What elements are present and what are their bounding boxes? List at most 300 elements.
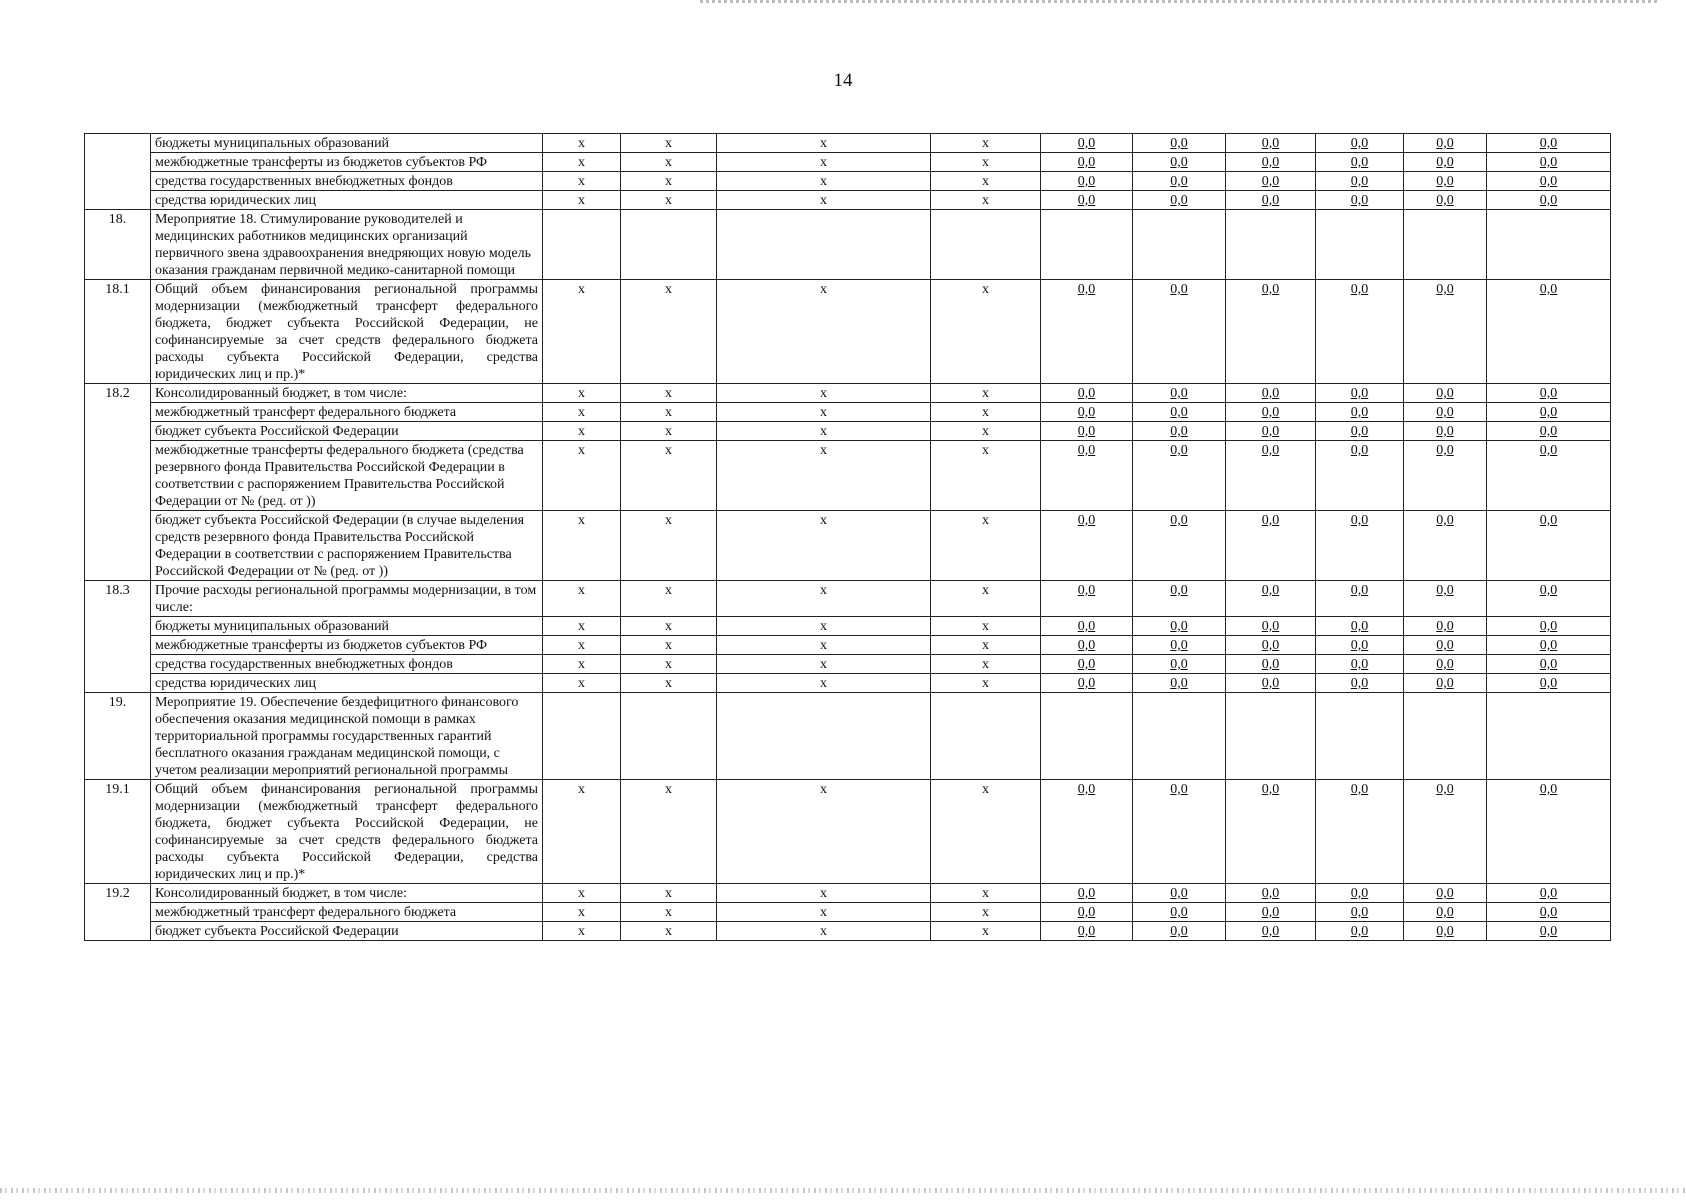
value-cell bbox=[1133, 210, 1226, 280]
x-mark-cell: x bbox=[717, 422, 931, 441]
x-mark-cell: x bbox=[543, 655, 621, 674]
value-text: 0,0 bbox=[1350, 155, 1369, 170]
x-mark-cell bbox=[621, 693, 717, 780]
value-cell bbox=[1487, 384, 1611, 403]
value-cell bbox=[1041, 903, 1133, 922]
value-cell bbox=[1487, 191, 1611, 210]
value-text: 0,0 bbox=[1170, 386, 1188, 401]
value-cell bbox=[1487, 210, 1611, 280]
value-cell bbox=[1404, 655, 1487, 674]
value-cell bbox=[1226, 441, 1316, 511]
row-name: средства юридических лиц bbox=[151, 191, 543, 210]
value-text: 0,0 bbox=[1261, 386, 1280, 401]
x-mark-cell: x bbox=[621, 903, 717, 922]
value-cell bbox=[1404, 780, 1487, 884]
value-cell bbox=[1041, 581, 1133, 617]
table-row bbox=[85, 922, 1611, 941]
x-mark-cell: x bbox=[621, 134, 717, 153]
value-cell bbox=[1487, 636, 1611, 655]
x-mark-cell: x bbox=[543, 403, 621, 422]
value-text: 0,0 bbox=[1539, 386, 1558, 401]
value-text: 0,0 bbox=[1350, 905, 1369, 920]
x-mark-cell: x bbox=[621, 581, 717, 617]
table-row bbox=[85, 581, 1611, 617]
value-cell bbox=[1316, 674, 1404, 693]
value-cell bbox=[1041, 280, 1133, 384]
value-cell bbox=[1226, 636, 1316, 655]
value-text: 0,0 bbox=[1077, 193, 1096, 208]
row-number bbox=[85, 422, 151, 441]
x-mark-cell: x bbox=[621, 153, 717, 172]
value-cell bbox=[1316, 922, 1404, 941]
value-cell bbox=[1404, 693, 1487, 780]
value-text: 0,0 bbox=[1077, 657, 1096, 672]
value-cell bbox=[1404, 403, 1487, 422]
value-cell bbox=[1226, 903, 1316, 922]
x-mark-cell: x bbox=[543, 884, 621, 903]
table-row bbox=[85, 210, 1611, 280]
value-cell bbox=[1487, 693, 1611, 780]
x-mark-cell: x bbox=[543, 922, 621, 941]
row-name: Общий объем финансирования региональной программы модернизации (межбюджетный трансферт федерального бюджета, бюджет субъекта Российской Федерации, не софинансируемые за счет средств федерального бюджета расходы субъекта Российской Федерации, средства юридических лиц и пр.)* bbox=[151, 780, 543, 884]
x-mark-cell: x bbox=[621, 280, 717, 384]
value-cell bbox=[1316, 384, 1404, 403]
value-text: 0,0 bbox=[1077, 136, 1096, 151]
row-number bbox=[85, 172, 151, 191]
x-mark-cell: x bbox=[543, 903, 621, 922]
value-text: 0,0 bbox=[1261, 282, 1280, 297]
x-mark-cell: x bbox=[543, 441, 621, 511]
value-text: 0,0 bbox=[1170, 282, 1188, 297]
row-number bbox=[85, 674, 151, 693]
value-text: 0,0 bbox=[1077, 886, 1096, 901]
x-mark-cell: x bbox=[931, 511, 1041, 581]
value-cell bbox=[1404, 172, 1487, 191]
x-mark-cell: x bbox=[931, 655, 1041, 674]
value-cell bbox=[1316, 422, 1404, 441]
value-text: 0,0 bbox=[1436, 619, 1454, 634]
value-text: 0,0 bbox=[1436, 386, 1454, 401]
x-mark-cell: x bbox=[717, 617, 931, 636]
x-mark-cell: x bbox=[717, 280, 931, 384]
value-text: 0,0 bbox=[1261, 676, 1280, 691]
value-cell bbox=[1133, 441, 1226, 511]
value-cell bbox=[1041, 617, 1133, 636]
value-text: 0,0 bbox=[1436, 886, 1454, 901]
value-text: 0,0 bbox=[1170, 638, 1188, 653]
x-mark-cell: x bbox=[543, 636, 621, 655]
table-row bbox=[85, 384, 1611, 403]
value-cell bbox=[1404, 636, 1487, 655]
x-mark-cell: x bbox=[931, 636, 1041, 655]
value-cell bbox=[1226, 384, 1316, 403]
value-cell bbox=[1133, 636, 1226, 655]
table-body bbox=[85, 134, 1611, 941]
value-cell bbox=[1226, 693, 1316, 780]
value-cell bbox=[1041, 210, 1133, 280]
row-number bbox=[85, 903, 151, 922]
x-mark-cell: x bbox=[931, 674, 1041, 693]
value-text: 0,0 bbox=[1077, 905, 1096, 920]
row-number: 18.2 bbox=[85, 384, 151, 403]
value-cell bbox=[1041, 636, 1133, 655]
table-row bbox=[85, 403, 1611, 422]
value-cell bbox=[1316, 617, 1404, 636]
value-cell bbox=[1316, 153, 1404, 172]
value-cell bbox=[1041, 134, 1133, 153]
x-mark-cell: x bbox=[717, 636, 931, 655]
value-text: 0,0 bbox=[1077, 583, 1096, 598]
x-mark-cell: x bbox=[543, 422, 621, 441]
table-row bbox=[85, 134, 1611, 153]
value-cell bbox=[1133, 280, 1226, 384]
value-text: 0,0 bbox=[1261, 905, 1280, 920]
value-cell bbox=[1404, 903, 1487, 922]
value-text: 0,0 bbox=[1539, 424, 1558, 439]
x-mark-cell: x bbox=[931, 884, 1041, 903]
value-text: 0,0 bbox=[1077, 782, 1096, 797]
table-row bbox=[85, 441, 1611, 511]
value-cell bbox=[1133, 581, 1226, 617]
x-mark-cell: x bbox=[621, 636, 717, 655]
value-text: 0,0 bbox=[1261, 155, 1280, 170]
value-text: 0,0 bbox=[1436, 782, 1454, 797]
value-text: 0,0 bbox=[1077, 386, 1096, 401]
x-mark-cell: x bbox=[543, 581, 621, 617]
value-text: 0,0 bbox=[1436, 174, 1454, 189]
x-mark-cell: x bbox=[717, 581, 931, 617]
value-text: 0,0 bbox=[1170, 924, 1188, 939]
value-text: 0,0 bbox=[1261, 924, 1280, 939]
value-cell bbox=[1133, 780, 1226, 884]
x-mark-cell: x bbox=[717, 403, 931, 422]
value-text: 0,0 bbox=[1539, 676, 1558, 691]
table-row bbox=[85, 422, 1611, 441]
value-cell bbox=[1487, 617, 1611, 636]
table-row bbox=[85, 903, 1611, 922]
value-cell bbox=[1226, 403, 1316, 422]
value-text: 0,0 bbox=[1170, 886, 1188, 901]
value-cell bbox=[1226, 134, 1316, 153]
x-mark-cell bbox=[931, 693, 1041, 780]
value-cell bbox=[1487, 153, 1611, 172]
value-text: 0,0 bbox=[1436, 282, 1454, 297]
x-mark-cell: x bbox=[717, 134, 931, 153]
table-row bbox=[85, 191, 1611, 210]
value-text: 0,0 bbox=[1539, 443, 1558, 458]
row-number bbox=[85, 441, 151, 511]
value-text: 0,0 bbox=[1539, 905, 1558, 920]
value-text: 0,0 bbox=[1077, 174, 1096, 189]
value-text: 0,0 bbox=[1436, 676, 1454, 691]
value-text: 0,0 bbox=[1539, 155, 1558, 170]
value-text: 0,0 bbox=[1539, 405, 1558, 420]
value-cell bbox=[1041, 693, 1133, 780]
value-cell bbox=[1226, 172, 1316, 191]
value-text: 0,0 bbox=[1436, 424, 1454, 439]
x-mark-cell: x bbox=[621, 403, 717, 422]
row-number bbox=[85, 134, 151, 153]
value-text: 0,0 bbox=[1261, 424, 1280, 439]
value-cell bbox=[1404, 210, 1487, 280]
value-text: 0,0 bbox=[1261, 193, 1280, 208]
value-text: 0,0 bbox=[1436, 443, 1454, 458]
value-cell bbox=[1133, 693, 1226, 780]
x-mark-cell: x bbox=[621, 617, 717, 636]
x-mark-cell: x bbox=[717, 780, 931, 884]
value-text: 0,0 bbox=[1539, 513, 1558, 528]
value-cell bbox=[1226, 581, 1316, 617]
x-mark-cell: x bbox=[717, 384, 931, 403]
row-number: 18.3 bbox=[85, 581, 151, 617]
value-text: 0,0 bbox=[1350, 886, 1369, 901]
row-number: 19.1 bbox=[85, 780, 151, 884]
row-number: 19. bbox=[85, 693, 151, 780]
value-cell bbox=[1404, 884, 1487, 903]
x-mark-cell: x bbox=[621, 655, 717, 674]
value-cell bbox=[1133, 172, 1226, 191]
value-cell bbox=[1316, 693, 1404, 780]
page-number: 14 bbox=[833, 70, 853, 91]
value-text: 0,0 bbox=[1436, 905, 1454, 920]
row-name: Прочие расходы региональной программы модернизации, в том числе: bbox=[151, 581, 543, 617]
value-text: 0,0 bbox=[1350, 638, 1369, 653]
value-text: 0,0 bbox=[1261, 405, 1280, 420]
scan-artifact-top bbox=[700, 0, 1660, 3]
row-number bbox=[85, 655, 151, 674]
value-text: 0,0 bbox=[1436, 136, 1454, 151]
x-mark-cell: x bbox=[543, 617, 621, 636]
value-cell bbox=[1226, 191, 1316, 210]
value-text: 0,0 bbox=[1077, 424, 1096, 439]
value-cell bbox=[1041, 172, 1133, 191]
value-cell bbox=[1487, 903, 1611, 922]
value-cell bbox=[1226, 922, 1316, 941]
row-name: бюджет субъекта Российской Федерации bbox=[151, 422, 543, 441]
value-cell bbox=[1133, 422, 1226, 441]
x-mark-cell: x bbox=[717, 884, 931, 903]
value-cell bbox=[1316, 884, 1404, 903]
x-mark-cell: x bbox=[931, 191, 1041, 210]
row-number bbox=[85, 617, 151, 636]
table-row bbox=[85, 617, 1611, 636]
value-cell bbox=[1316, 172, 1404, 191]
value-cell bbox=[1133, 153, 1226, 172]
value-cell bbox=[1226, 153, 1316, 172]
value-cell bbox=[1487, 441, 1611, 511]
x-mark-cell: x bbox=[931, 617, 1041, 636]
value-cell bbox=[1316, 191, 1404, 210]
value-text: 0,0 bbox=[1170, 676, 1188, 691]
value-text: 0,0 bbox=[1436, 193, 1454, 208]
value-text: 0,0 bbox=[1436, 513, 1454, 528]
value-text: 0,0 bbox=[1261, 657, 1280, 672]
value-text: 0,0 bbox=[1170, 782, 1188, 797]
value-text: 0,0 bbox=[1350, 924, 1369, 939]
scan-artifact-bottom bbox=[0, 1188, 1686, 1193]
value-text: 0,0 bbox=[1261, 583, 1280, 598]
value-text: 0,0 bbox=[1077, 443, 1096, 458]
value-text: 0,0 bbox=[1077, 405, 1096, 420]
value-text: 0,0 bbox=[1350, 676, 1369, 691]
x-mark-cell: x bbox=[621, 422, 717, 441]
row-number bbox=[85, 511, 151, 581]
x-mark-cell bbox=[717, 693, 931, 780]
row-name: Мероприятие 18. Стимулирование руководителей и медицинских работников медицинских организаций первичного звена здравоохранения внедряющих новую модель оказания гражданам первичной медико-санитарной помощи bbox=[151, 210, 543, 280]
x-mark-cell bbox=[543, 210, 621, 280]
value-text: 0,0 bbox=[1077, 282, 1096, 297]
row-number: 18.1 bbox=[85, 280, 151, 384]
row-number bbox=[85, 403, 151, 422]
value-cell bbox=[1226, 422, 1316, 441]
value-cell bbox=[1404, 280, 1487, 384]
x-mark-cell: x bbox=[621, 441, 717, 511]
value-text: 0,0 bbox=[1539, 638, 1558, 653]
value-text: 0,0 bbox=[1261, 886, 1280, 901]
value-text: 0,0 bbox=[1170, 583, 1188, 598]
x-mark-cell: x bbox=[621, 191, 717, 210]
value-cell bbox=[1316, 210, 1404, 280]
value-cell bbox=[1133, 403, 1226, 422]
value-text: 0,0 bbox=[1350, 282, 1369, 297]
value-cell bbox=[1133, 655, 1226, 674]
value-cell bbox=[1041, 403, 1133, 422]
value-cell bbox=[1226, 280, 1316, 384]
value-cell bbox=[1226, 511, 1316, 581]
value-cell bbox=[1316, 903, 1404, 922]
x-mark-cell: x bbox=[717, 511, 931, 581]
row-name: средства государственных внебюджетных фондов bbox=[151, 655, 543, 674]
value-text: 0,0 bbox=[1261, 513, 1280, 528]
x-mark-cell bbox=[543, 693, 621, 780]
value-cell bbox=[1487, 655, 1611, 674]
value-cell bbox=[1133, 384, 1226, 403]
value-text: 0,0 bbox=[1261, 782, 1280, 797]
x-mark-cell: x bbox=[717, 441, 931, 511]
x-mark-cell: x bbox=[621, 384, 717, 403]
x-mark-cell: x bbox=[931, 134, 1041, 153]
x-mark-cell bbox=[717, 210, 931, 280]
value-cell bbox=[1041, 422, 1133, 441]
value-text: 0,0 bbox=[1170, 657, 1188, 672]
x-mark-cell: x bbox=[717, 655, 931, 674]
value-text: 0,0 bbox=[1436, 583, 1454, 598]
value-text: 0,0 bbox=[1077, 638, 1096, 653]
x-mark-cell: x bbox=[931, 403, 1041, 422]
row-number bbox=[85, 153, 151, 172]
x-mark-cell bbox=[621, 210, 717, 280]
row-name: межбюджетные трансферты из бюджетов субъектов РФ bbox=[151, 636, 543, 655]
value-text: 0,0 bbox=[1539, 136, 1558, 151]
x-mark-cell: x bbox=[621, 511, 717, 581]
x-mark-cell: x bbox=[931, 903, 1041, 922]
value-cell bbox=[1404, 922, 1487, 941]
value-text: 0,0 bbox=[1261, 136, 1280, 151]
value-text: 0,0 bbox=[1539, 193, 1558, 208]
value-cell bbox=[1316, 403, 1404, 422]
value-text: 0,0 bbox=[1350, 657, 1369, 672]
value-cell bbox=[1133, 884, 1226, 903]
value-text: 0,0 bbox=[1350, 583, 1369, 598]
x-mark-cell: x bbox=[621, 780, 717, 884]
table-row bbox=[85, 693, 1611, 780]
row-number: 18. bbox=[85, 210, 151, 280]
table-row bbox=[85, 884, 1611, 903]
value-cell bbox=[1487, 134, 1611, 153]
value-text: 0,0 bbox=[1261, 638, 1280, 653]
table-row bbox=[85, 636, 1611, 655]
value-text: 0,0 bbox=[1170, 155, 1188, 170]
row-name: межбюджетный трансферт федерального бюджета bbox=[151, 903, 543, 922]
row-name: бюджет субъекта Российской Федерации bbox=[151, 922, 543, 941]
value-text: 0,0 bbox=[1077, 924, 1096, 939]
x-mark-cell: x bbox=[717, 191, 931, 210]
value-cell bbox=[1316, 581, 1404, 617]
value-text: 0,0 bbox=[1539, 619, 1558, 634]
x-mark-cell: x bbox=[543, 674, 621, 693]
x-mark-cell: x bbox=[717, 172, 931, 191]
x-mark-cell: x bbox=[621, 884, 717, 903]
row-name: межбюджетный трансферт федерального бюджета bbox=[151, 403, 543, 422]
table-row bbox=[85, 655, 1611, 674]
row-name: Мероприятие 19. Обеспечение бездефицитного финансового обеспечения оказания медицинской помощи в рамках территориальной программы государственных гарантий бесплатного оказания гражданам медицинской помощи, с учетом реализации мероприятий региональной программы bbox=[151, 693, 543, 780]
financing-table bbox=[84, 133, 1611, 941]
value-cell bbox=[1487, 511, 1611, 581]
value-cell bbox=[1487, 581, 1611, 617]
value-cell bbox=[1487, 172, 1611, 191]
value-text: 0,0 bbox=[1436, 405, 1454, 420]
value-cell bbox=[1316, 441, 1404, 511]
value-text: 0,0 bbox=[1350, 443, 1369, 458]
x-mark-cell: x bbox=[543, 172, 621, 191]
value-cell bbox=[1404, 617, 1487, 636]
value-text: 0,0 bbox=[1077, 676, 1096, 691]
value-cell bbox=[1316, 780, 1404, 884]
x-mark-cell: x bbox=[621, 922, 717, 941]
value-cell bbox=[1226, 884, 1316, 903]
value-cell bbox=[1316, 511, 1404, 581]
value-cell bbox=[1404, 441, 1487, 511]
row-name: Консолидированный бюджет, в том числе: bbox=[151, 884, 543, 903]
row-number bbox=[85, 191, 151, 210]
value-cell bbox=[1226, 780, 1316, 884]
table-row bbox=[85, 172, 1611, 191]
table-row bbox=[85, 780, 1611, 884]
row-name: бюджеты муниципальных образований bbox=[151, 134, 543, 153]
value-cell bbox=[1226, 617, 1316, 636]
x-mark-cell: x bbox=[931, 280, 1041, 384]
value-cell bbox=[1226, 655, 1316, 674]
value-text: 0,0 bbox=[1077, 619, 1096, 634]
value-cell bbox=[1487, 403, 1611, 422]
value-text: 0,0 bbox=[1170, 443, 1188, 458]
value-cell bbox=[1041, 780, 1133, 884]
value-cell bbox=[1041, 441, 1133, 511]
value-cell bbox=[1487, 922, 1611, 941]
value-cell bbox=[1133, 903, 1226, 922]
value-text: 0,0 bbox=[1350, 424, 1369, 439]
value-text: 0,0 bbox=[1539, 924, 1558, 939]
value-text: 0,0 bbox=[1261, 174, 1280, 189]
value-cell bbox=[1487, 674, 1611, 693]
value-text: 0,0 bbox=[1350, 386, 1369, 401]
value-cell bbox=[1487, 422, 1611, 441]
value-text: 0,0 bbox=[1539, 583, 1558, 598]
value-text: 0,0 bbox=[1350, 136, 1369, 151]
value-text: 0,0 bbox=[1539, 886, 1558, 901]
x-mark-cell: x bbox=[543, 384, 621, 403]
value-cell bbox=[1133, 191, 1226, 210]
